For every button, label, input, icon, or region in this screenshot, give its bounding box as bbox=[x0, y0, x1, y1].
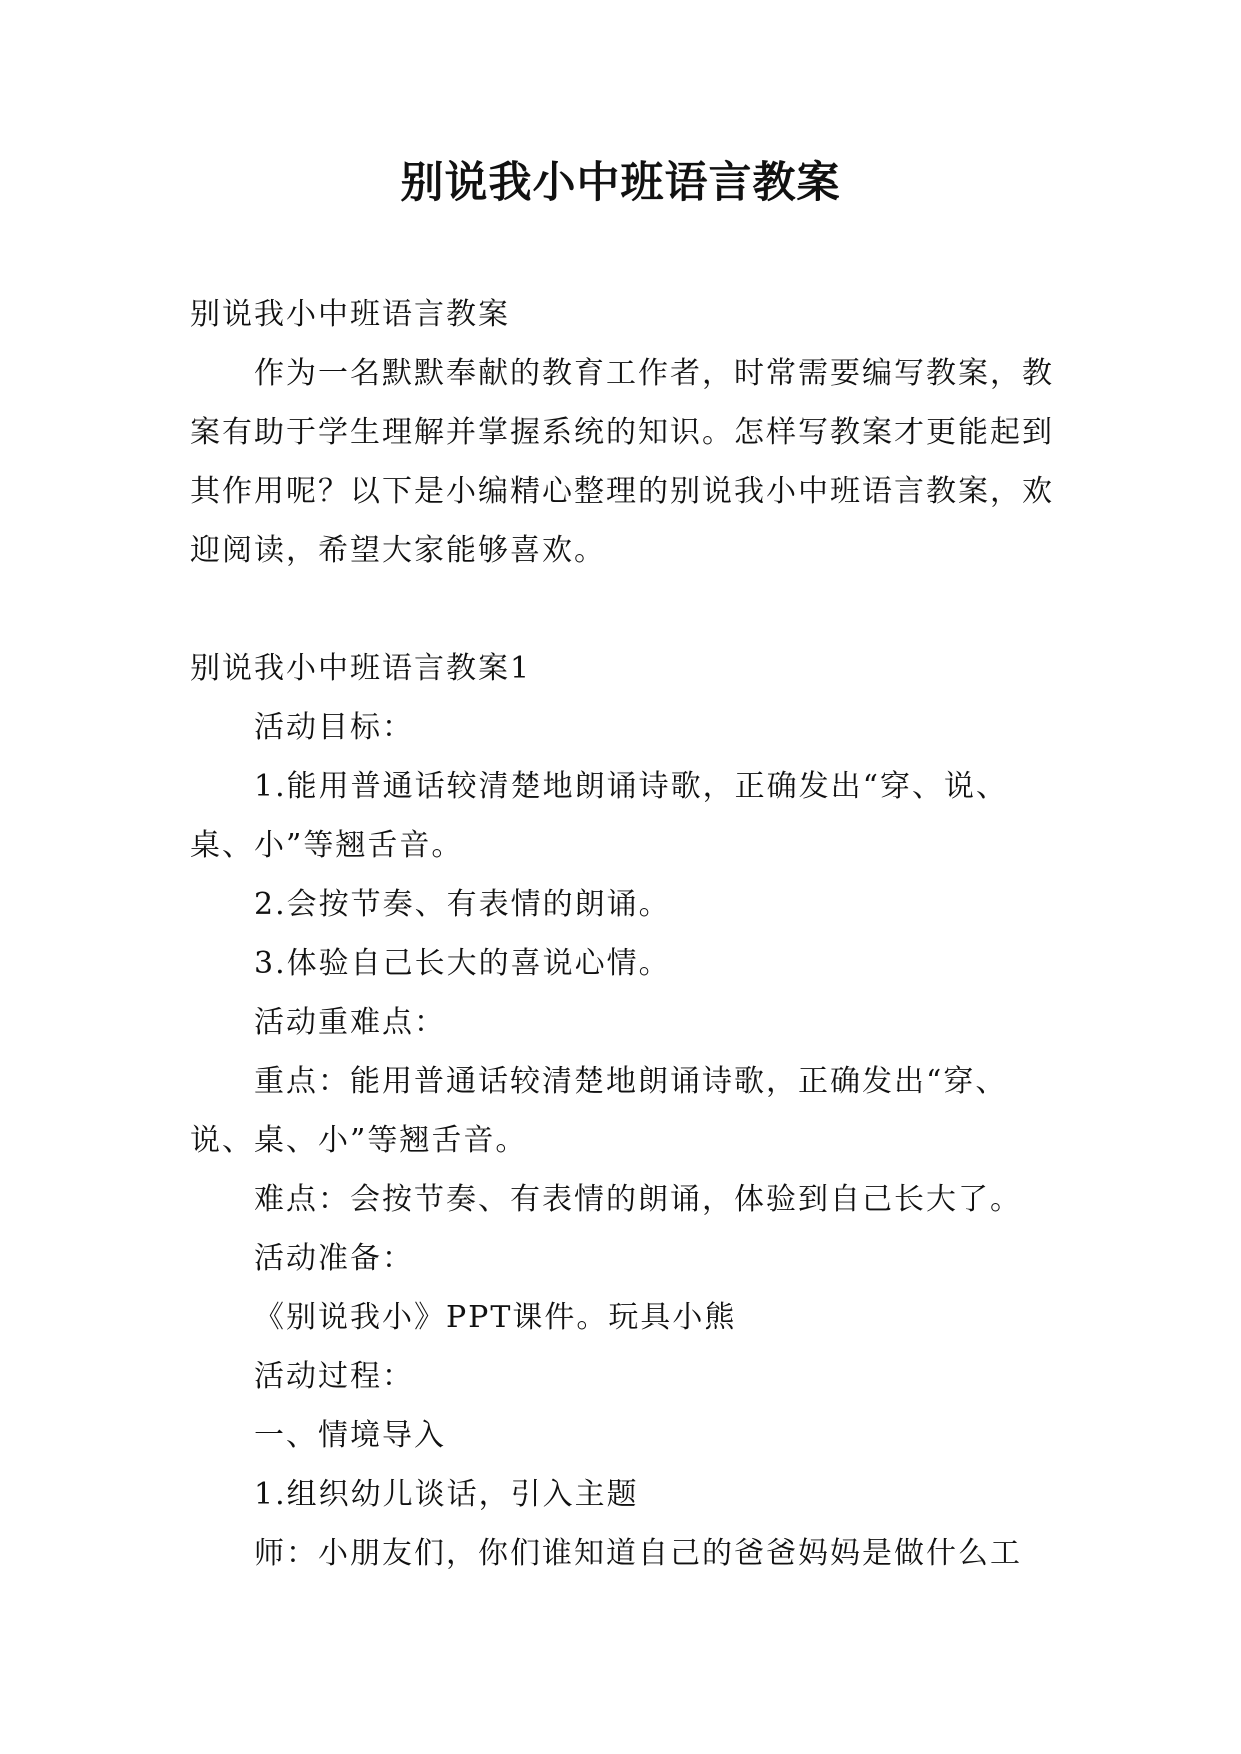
paragraph-goal-2: 2.会按节奏、有表情的朗诵。 bbox=[254, 887, 671, 922]
paragraph-key-point: 重点：能用普通话较清楚地朗诵诗歌，正确发出“穿、说、桌、小”等翘舌音。 bbox=[190, 1064, 1008, 1158]
section-heading: 别说我小中班语言教案1 bbox=[190, 651, 532, 686]
paragraph-process-heading: 活动过程： bbox=[254, 1359, 414, 1394]
document-subtitle: 别说我小中班语言教案 bbox=[190, 297, 510, 332]
paragraph-step-1-1: 1.组织幼儿谈话，引入主题 bbox=[254, 1477, 639, 1512]
intro-paragraph: 作为一名默默奉献的教育工作者，时常需要编写教案，教案有助于学生理解并掌握系统的知识。怎样写教案才更能起到其作用呢？以下是小编精心整理的别说我小中班语言教案，欢迎阅读，希望大家能够喜欢。 bbox=[190, 356, 1054, 568]
paragraph-key-points-heading: 活动重难点： bbox=[254, 1005, 446, 1040]
paragraph-activity-goals: 活动目标： bbox=[254, 710, 414, 745]
paragraph-goal-3: 3.体验自己长大的喜说心情。 bbox=[254, 946, 671, 981]
spacer bbox=[190, 580, 1070, 639]
paragraph-preparation: 《别说我小》PPT课件。玩具小熊 bbox=[254, 1300, 737, 1335]
paragraph-preparation-heading: 活动准备： bbox=[254, 1241, 414, 1276]
paragraph-difficulty: 难点：会按节奏、有表情的朗诵，体验到自己长大了。 bbox=[254, 1182, 1022, 1217]
paragraph-teacher-line: 师：小朋友们，你们谁知道自己的爸爸妈妈是做什么工 bbox=[254, 1536, 1022, 1571]
paragraph-step-1: 一、情境导入 bbox=[254, 1418, 446, 1453]
paragraph-goal-1: 1.能用普通话较清楚地朗诵诗歌，正确发出“穿、说、桌、小”等翘舌音。 bbox=[190, 769, 1008, 863]
document-body bbox=[190, 285, 1070, 1583]
document-title: 别说我小中班语言教案 bbox=[400, 158, 841, 208]
